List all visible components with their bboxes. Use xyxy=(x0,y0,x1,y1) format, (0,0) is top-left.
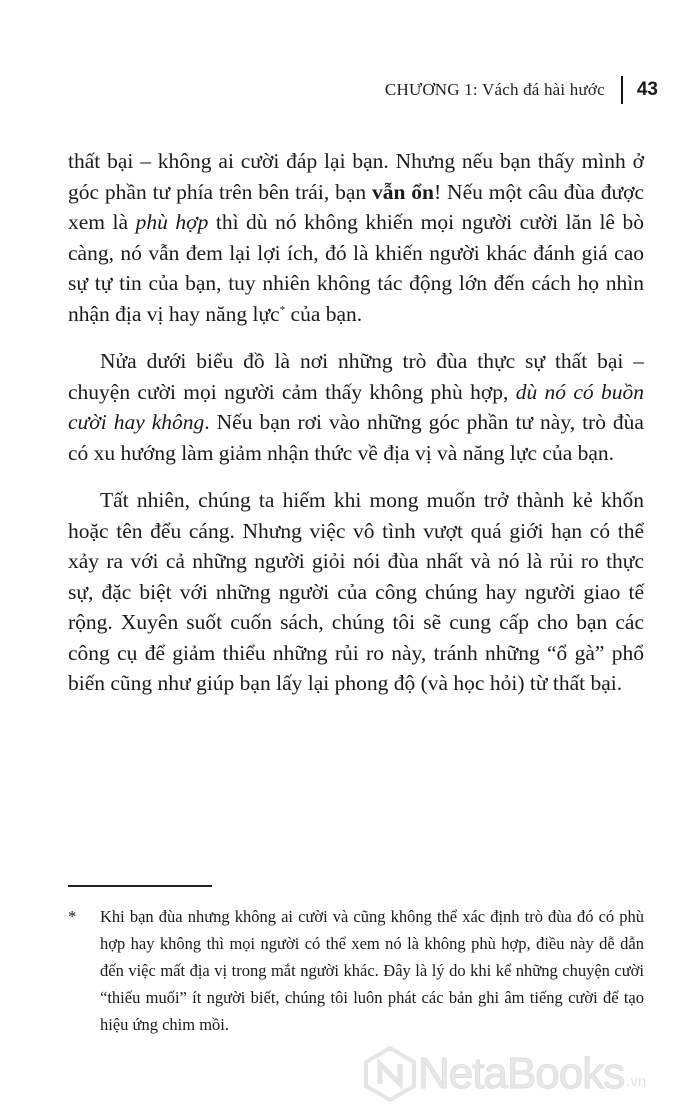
paragraph-1: thất bại – không ai cười đáp lại bạn. Nhưng nếu bạn thấy mình ở góc phần tư phía trên bên trái, bạn vẫn ổn! Nếu một câu đùa được xem là phù hợp thì dù nó không khiến mọi người cười lăn lê bò càng, nó vẫn đem lại lợi ích, đó là khiến người khác đánh giá cao sự tự tin của bạn, tuy nhiên không tác động lớn đến cách họ nhìn nhận địa vị hay năng lực* của bạn. xyxy=(68,149,645,326)
paragraph-2: Nửa dưới biểu đồ là nơi những trò đùa thực sự thất bại – chuyện cười mọi người cảm thấy không phù hợp, dù nó có buồn cười hay không. Nếu bạn rơi vào những góc phần tư này, trò đùa có xu hướng làm giảm nhận thức về địa vị và năng lực của bạn. xyxy=(68,349,644,465)
page-header xyxy=(385,76,658,104)
watermark-suffix: .vn xyxy=(626,1072,647,1090)
footnote-text: Khi bạn đùa nhưng không ai cười và cũng không thể xác định trò đùa đó có phù hợp hay không thì mọi người có thể xem nó là không phù hợp, điều này dễ dẫn đến việc mất địa vị trong mắt người khác. Đây là lý do khi kể những chuyện cười “thiếu muối” ít người biết, chúng tôi luôn phát các bản ghi âm tiếng cười để tạo hiệu ứng chim mồi. xyxy=(100,907,644,1034)
body-text xyxy=(68,146,644,716)
footnote-mark: * xyxy=(68,907,77,926)
bold-phrase: vẫn ổn xyxy=(371,179,435,204)
footnote-divider xyxy=(68,885,212,887)
paragraph-3: Tất nhiên, chúng ta hiếm khi mong muốn trở thành kẻ khốn hoặc tên đểu cáng. Nhưng việc vô tình vượt quá giới hạn có thể xảy ra với cả những người giỏi nói đùa nhất và nó là rủi ro thực sự, đặc biệt với những người của công chúng hay người giao tế rộng. Xuyên suốt cuốn sách, chúng tôi sẽ cung cấp cho bạn các công cụ để giảm thiểu những rủi ro này, tránh những “ổ gà” phổ biến cũng như giúp bạn lấy lại phong độ (và học hỏi) từ thất bại. xyxy=(68,488,644,695)
footnote-marker: * xyxy=(279,303,286,316)
running-title: CHƯƠNG 1: Vách đá hài hước xyxy=(384,80,605,99)
netabooks-logo-icon xyxy=(362,1046,418,1102)
italic-phrase: dù nó có buồn cười hay không xyxy=(68,379,644,434)
header-divider xyxy=(621,76,623,104)
watermark-brand: NetaBooks xyxy=(418,1049,625,1098)
footnote xyxy=(68,903,644,1038)
page-number: 43 xyxy=(636,79,658,100)
italic-phrase: phù hợp xyxy=(135,210,209,234)
watermark xyxy=(362,1046,646,1102)
